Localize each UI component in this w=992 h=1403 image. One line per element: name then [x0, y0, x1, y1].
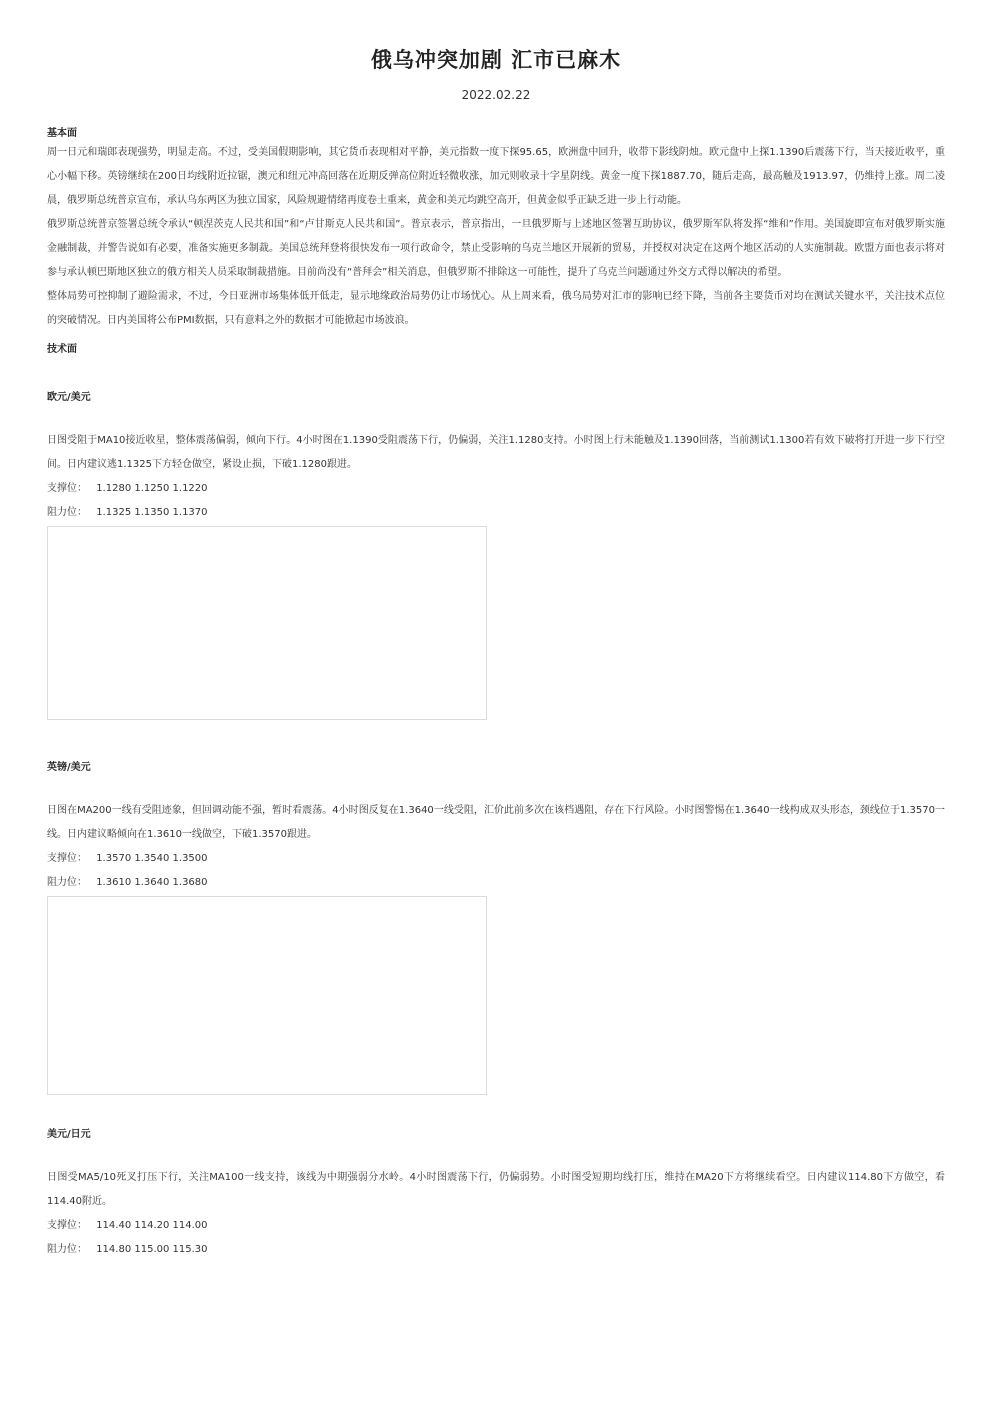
support-values: 1.3570 1.3540 1.3500: [96, 853, 208, 864]
support-levels-gbpusd: [47, 847, 208, 871]
resistance-levels-gbpusd: [47, 871, 208, 895]
fundamentals-heading: 基本面: [47, 128, 77, 139]
support-values: 1.1280 1.1250 1.1220: [96, 483, 208, 494]
support-values: 114.40 114.20 114.00: [96, 1220, 208, 1231]
pair-analysis-eurusd: 日图受阻于MA10接近收星，整体震荡偏弱，倾向下行。4小时图在1.1390受阻震荡下行，仍偏弱，关注1.1280支持。小时图上行未能触及1.1390回落，当前测试1.1300若有效下破将打开进一步下行空间。日内建议逃1.1325下方轻仓做空，紧设止损，下破1.1280跟进。: [47, 435, 945, 470]
resistance-values: 114.80 115.00 115.30: [96, 1244, 208, 1255]
technical-heading: 技术面: [47, 344, 77, 355]
pair-heading-gbpusd: 英镑/美元: [47, 762, 91, 773]
chart-image-placeholder-gbpusd: [47, 896, 487, 1095]
resistance-label: 阻力位：: [47, 1244, 87, 1255]
support-label: 支撑位：: [47, 1220, 87, 1231]
resistance-levels-eurusd: [47, 501, 208, 525]
resistance-values: 1.1325 1.1350 1.1370: [96, 507, 208, 518]
pair-analysis-gbpusd: 日图在MA200一线有受阻迹象，但回调动能不强，暂时看震荡。4小时图反复在1.3640一线受阻，汇价此前多次在该档遇阻，存在下行风险。小时图警惕在1.3640一线构成双头形态，颈线位于1.3570一线。日内建议略倾向在1.3610一线做空，下破1.3570跟进。: [47, 805, 945, 840]
pair-heading-usdjpy: 美元/日元: [47, 1129, 91, 1140]
fundamentals-paragraph-2: 俄罗斯总统普京签署总统令承认“顿涅茨克人民共和国”和“卢甘斯克人民共和国”。普京表示，普京指出，一旦俄罗斯与上述地区签署互助协议，俄罗斯军队将发挥“维和”作用。美国旋即宣布对俄罗斯实施金融制裁，并警告说如有必要，准备实施更多制裁。美国总统拜登将很快发布一项行政命令，禁止受影响的乌克兰地区开展新的贸易，并授权对决定在这两个地区活动的人实施制裁。欧盟方面也表示将对参与承认顿巴斯地区独立的俄方相关人员采取制裁措施。目前尚没有“普拜会”相关消息，但俄罗斯不排除这一可能性，提升了乌克兰问题通过外交方式得以解决的希望。: [47, 219, 945, 278]
resistance-levels-usdjpy: [47, 1238, 208, 1262]
resistance-values: 1.3610 1.3640 1.3680: [96, 877, 208, 888]
chart-image-placeholder-eurusd: [47, 526, 487, 720]
support-label: 支撑位：: [47, 853, 87, 864]
pair-heading-eurusd: 欧元/美元: [47, 392, 91, 403]
fundamentals-paragraph-3: 整体局势可控抑制了避险需求，不过，今日亚洲市场集体低开低走，显示地缘政治局势仍让市场忧心。从上周来看，俄乌局势对汇市的影响已经下降，当前各主要货币对均在测试关键水平，关注技术点位的突破情况。日内美国将公布PMI数据，只有意料之外的数据才可能掀起市场波浪。: [47, 291, 945, 326]
publish-date: 2022.02.22: [461, 88, 531, 102]
resistance-label: 阻力位：: [47, 877, 87, 888]
page-title: 俄乌冲突加剧 汇市已麻木: [370, 48, 622, 72]
support-levels-eurusd: [47, 477, 208, 501]
support-levels-usdjpy: [47, 1214, 208, 1238]
resistance-label: 阻力位：: [47, 507, 87, 518]
pair-analysis-usdjpy: 日图受MA5/10死叉打压下行，关注MA100一线支持，该线为中期强弱分水岭。4小时图震荡下行，仍偏弱势。小时图受短期均线打压，维持在MA20下方将继续看空。日内建议114.80下方做空，看114.40附近。: [47, 1172, 945, 1207]
support-label: 支撑位：: [47, 483, 87, 494]
fundamentals-paragraph-1: 周一日元和瑞郎表现强势，明显走高。不过，受美国假期影响，其它货币表现相对平静，美元指数一度下探95.65，欧洲盘中回升，收带下影线阴烛。欧元盘中上探1.1390后震荡下行，当天接近收平，重心小幅下移。英镑继续在200日均线附近拉锯，澳元和纽元冲高回落在近期反弹高位附近轻微收涨，加元则收录十字星阴线。黄金一度下探1887.70，随后走高，最高触及1913.97，仍维持上涨。周二凌晨，俄罗斯总统普京宣布，承认乌东两区为独立国家，风险规避情绪再度卷土重来，黄金和美元均跳空高开，但黄金似乎正缺乏进一步上行动能。: [47, 147, 945, 206]
